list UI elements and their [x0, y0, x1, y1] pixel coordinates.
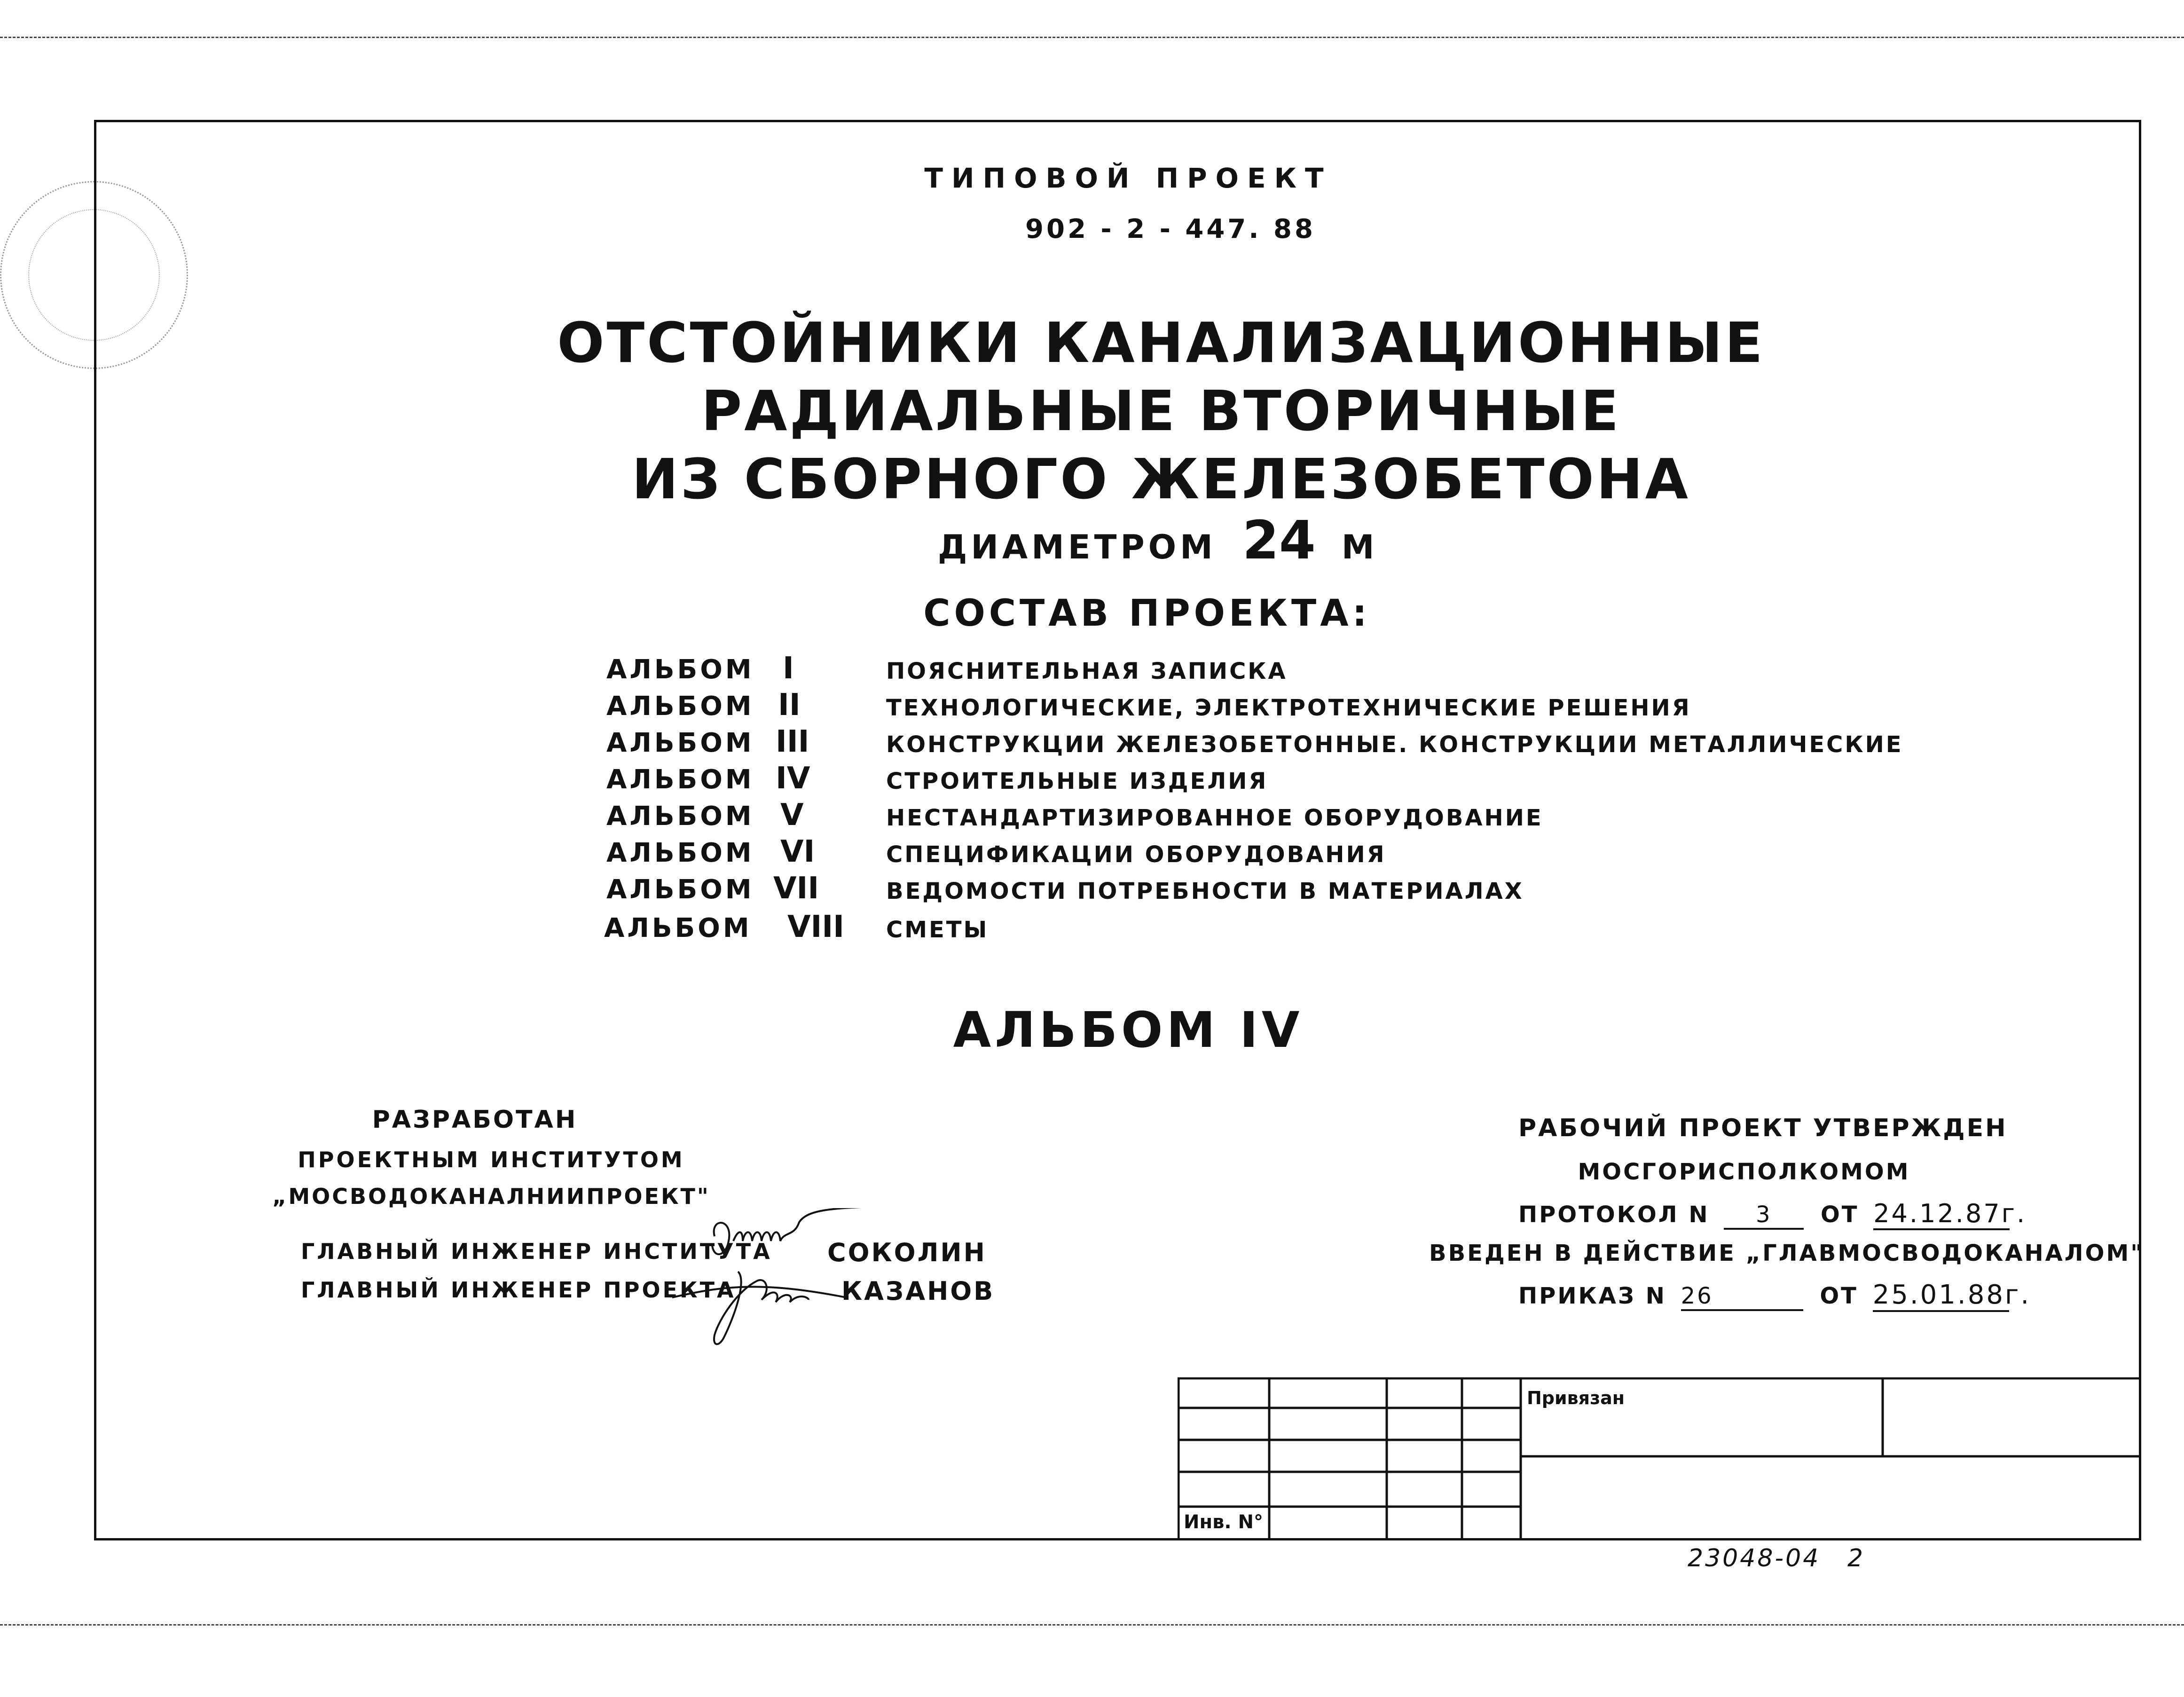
order-from-label: ОТ	[1820, 1283, 1858, 1309]
order-date: 25.01.88г.	[1873, 1280, 2009, 1312]
album-4-label: АЛЬБОМ	[606, 764, 754, 795]
album-3-label: АЛЬБОМ	[606, 728, 754, 758]
approved-by: МОСГОРИСПОЛКОМОМ	[1578, 1159, 1910, 1185]
album-2-desc: ТЕХНОЛОГИЧЕСКИЕ, ЭЛЕКТРОТЕХНИЧЕСКИЕ РЕШЕНИЯ	[886, 695, 1691, 721]
diameter-word: ДИАМЕТРОМ	[938, 528, 1217, 566]
developed-line-2: „МОСВОДОКАНАЛНИИПРОЕКТ"	[272, 1184, 710, 1209]
developed-line-1: ПРОЕКТНЫМ ИНСТИТУТОМ	[298, 1147, 685, 1172]
album-7-num: VII	[773, 871, 819, 906]
diameter-line	[938, 510, 1375, 571]
album-2-num: II	[778, 688, 801, 723]
enacted-line: ВВЕДЕН В ДЕЙСТВИЕ „ГЛАВМОСВОДОКАНАЛОМ"	[1429, 1240, 2145, 1266]
order-label: ПРИКАЗ N	[1518, 1283, 1666, 1309]
album-8-label: АЛЬБОМ	[604, 913, 752, 943]
bottom-cut-line	[0, 1624, 2184, 1626]
diameter-unit: М	[1341, 528, 1375, 566]
title-line-1: ОТСТОЙНИКИ КАНАЛИЗАЦИОННЫЕ	[557, 310, 1765, 375]
album-4-desc: СТРОИТЕЛЬНЫЕ ИЗДЕЛИЯ	[886, 768, 1268, 794]
album-1-label: АЛЬБОМ	[606, 654, 754, 685]
current-album: АЛЬБОМ IV	[953, 1001, 1304, 1059]
chief-project-label: ГЛАВНЫЙ ИНЖЕНЕР ПРОЕКТА	[301, 1277, 736, 1303]
project-number: 902 - 2 - 447. 88	[1025, 214, 1316, 244]
order-number: 26	[1681, 1283, 1803, 1311]
sheet-number: 2	[1847, 1544, 1863, 1572]
developed-heading: РАЗРАБОТАН	[372, 1106, 578, 1134]
chief-institute-name: СОКОЛИН	[827, 1238, 987, 1267]
album-4-num: IV	[776, 761, 810, 796]
album-8-num: VIII	[787, 910, 844, 944]
album-5-label: АЛЬБОМ	[606, 801, 754, 832]
album-5-desc: НЕСТАНДАРТИЗИРОВАННОЕ ОБОРУДОВАНИЕ	[886, 805, 1543, 831]
title-block-table	[1178, 1377, 2141, 1540]
top-cut-line	[0, 37, 2184, 38]
footer-code: 23048-04	[1688, 1544, 1821, 1572]
album-6-num: VI	[780, 834, 815, 869]
album-6-desc: СПЕЦИФИКАЦИИ ОБОРУДОВАНИЯ	[886, 841, 1386, 868]
protocol-line	[1518, 1199, 2027, 1230]
chief-institute-label: ГЛАВНЫЙ ИНЖЕНЕР ИНСТИТУТА	[301, 1239, 772, 1264]
chief-project-name: КАЗАНОВ	[841, 1276, 995, 1306]
album-1-desc: ПОЯСНИТЕЛЬНАЯ ЗАПИСКА	[886, 658, 1288, 684]
album-3-num: III	[776, 724, 809, 759]
inv-label: Инв. N°	[1184, 1511, 1264, 1533]
album-8-desc: СМЕТЫ	[886, 917, 989, 943]
typical-project-label: ТИПОВОЙ ПРОЕКТ	[924, 162, 1332, 194]
order-line	[1518, 1280, 2031, 1312]
album-2-label: АЛЬБОМ	[606, 691, 754, 722]
album-7-desc: ВЕДОМОСТИ ПОТРЕБНОСТИ В МАТЕРИАЛАХ	[886, 878, 1524, 904]
diameter-value: 24	[1242, 510, 1316, 571]
attached-label: Привязан	[1527, 1388, 1625, 1408]
album-7-label: АЛЬБОМ	[606, 874, 754, 905]
protocol-label: ПРОТОКОЛ N	[1518, 1202, 1710, 1228]
protocol-date: 24.12.87г.	[1873, 1199, 2010, 1230]
composition-heading: СОСТАВ ПРОЕКТА:	[923, 592, 1371, 635]
approved-heading: РАБОЧИЙ ПРОЕКТ УТВЕРЖДЕН	[1518, 1114, 2008, 1142]
protocol-from-label: ОТ	[1820, 1202, 1859, 1228]
signature-kazanov	[668, 1253, 856, 1356]
protocol-number: 3	[1724, 1202, 1804, 1230]
title-line-2: РАДИАЛЬНЫЕ ВТОРИЧНЫЕ	[701, 378, 1621, 443]
album-5-num: V	[780, 798, 804, 833]
album-6-label: АЛЬБОМ	[606, 838, 754, 868]
title-line-3: ИЗ СБОРНОГО ЖЕЛЕЗОБЕТОНА	[632, 447, 1690, 511]
album-1-num: I	[783, 651, 794, 686]
album-3-desc: КОНСТРУКЦИИ ЖЕЛЕЗОБЕТОННЫЕ. КОНСТРУКЦИИ МЕТАЛЛИЧЕСКИЕ	[886, 731, 1903, 758]
